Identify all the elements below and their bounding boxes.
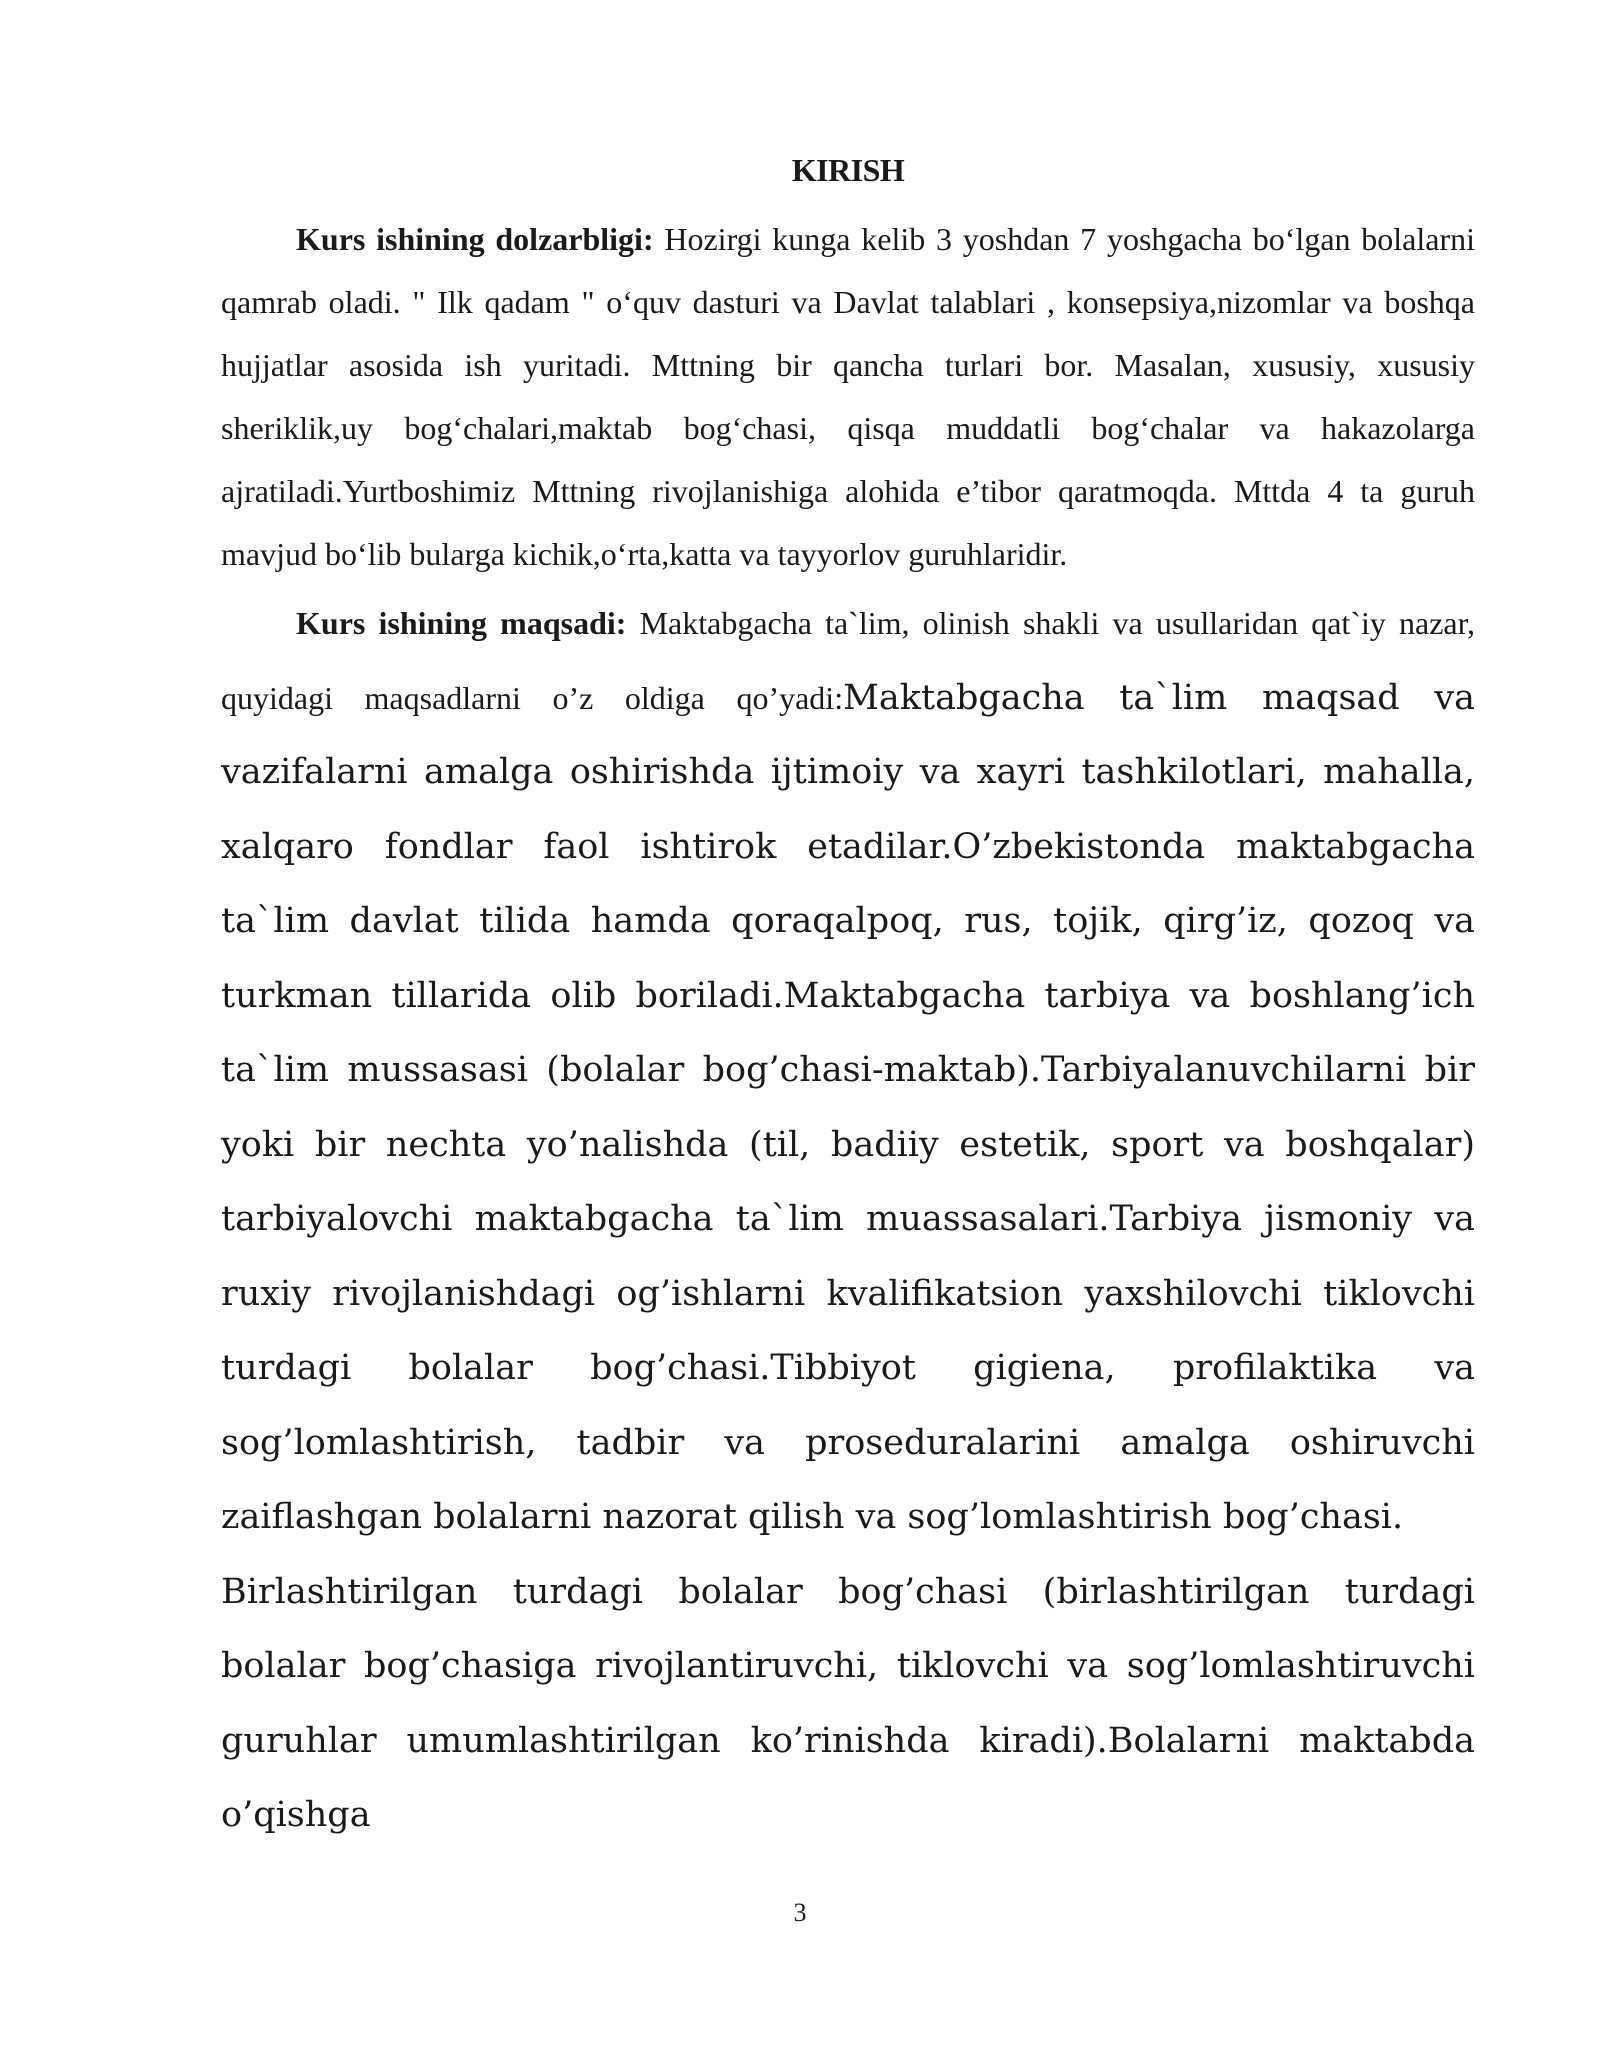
paragraph-relevance: [221, 208, 1475, 586]
page-number: 3: [793, 1898, 807, 1927]
purpose-text-large: Maktabgacha ta`lim maqsad va vazifalarni amalga oshirishda ijtimoiy va xayri tashkilotlari, mahalla, xalqaro fondlar faol ishtirok etadilar.O’zbekistonda maktabgacha ta`lim davlat tilida hamda qoraqalpoq, rus, tojik, qirg’iz, qozoq va turkman tillarida olib boriladi.Maktabgacha tarbiya va boshlang’ich ta`lim mussasasi (bolalar bog’chasi-maktab).Tarbiyalanuvchilarni bir yoki bir nechta yo’nalishda (til, badiiy estetik, sport va boshqalar) tarbiyalovchi maktabgacha ta`lim muassasalari.Tarbiya jismoniy va ruxiy rivojlanishdagi og’ishlarni kvalifikatsion yaxshilovchi tiklovchi turdagi bolalar bog’chasi.Tibbiyot gigiena, profilaktika va sog’lomlashtirish, tadbir va proseduralarini amalga oshiruvchi zaiflashgan bolalarni nazorat qilish va sog’lomlashtirish bog’chasi.: [221, 677, 1476, 1537]
purpose-lead: Kurs ishining maqsadi:: [296, 605, 627, 641]
relevance-text: Hozirgi kunga kelib 3 yoshdan 7 yoshgacha bo‘lgan bolalarni qamrab oladi. " Ilk qadam " o‘quv dasturi va Davlat talablari , konsepsiya,nizomlar va boshqa hujjatlar asosida ish yuritadi. Mttning bir qancha turlari bor. Masalan, xususiy, xususiy sheriklik,uy bog‘chalari,maktab bog‘chasi, qisqa muddatli bog‘chalar va hakazolarga ajratiladi.Yurtboshimiz Mttning rivojlanishiga alohida e’tibor qaratmoqda. Mttda 4 ta guruh mavjud bo‘lib bularga kichik,o‘rta,katta va tayyorlov guruhlaridir.: [221, 221, 1476, 572]
purpose-text-small: Maktabgacha ta`lim, olinish shakli va usullaridan qat`iy nazar, quyidagi maqsadlarni o’z oldiga qo’yadi:: [221, 605, 1476, 716]
section-heading: KIRISH: [791, 152, 905, 188]
paragraph-combined-kindergarten: Birlashtirilgan turdagi bolalar bog’chasi (birlashtirilgan turdagi bolalar bog’chasiga rivojlantiruvchi, tiklovchi va sog’lomlashtiruvchi guruhlar umumlashtirilgan ko’rinishda kiradi).Bolalarni maktabda o’qishga: [221, 1571, 1475, 1835]
document-page: [221, 150, 1475, 1853]
paragraph-purpose: [221, 586, 1475, 1555]
relevance-lead: Kurs ishining dolzarbligi:: [296, 221, 654, 257]
